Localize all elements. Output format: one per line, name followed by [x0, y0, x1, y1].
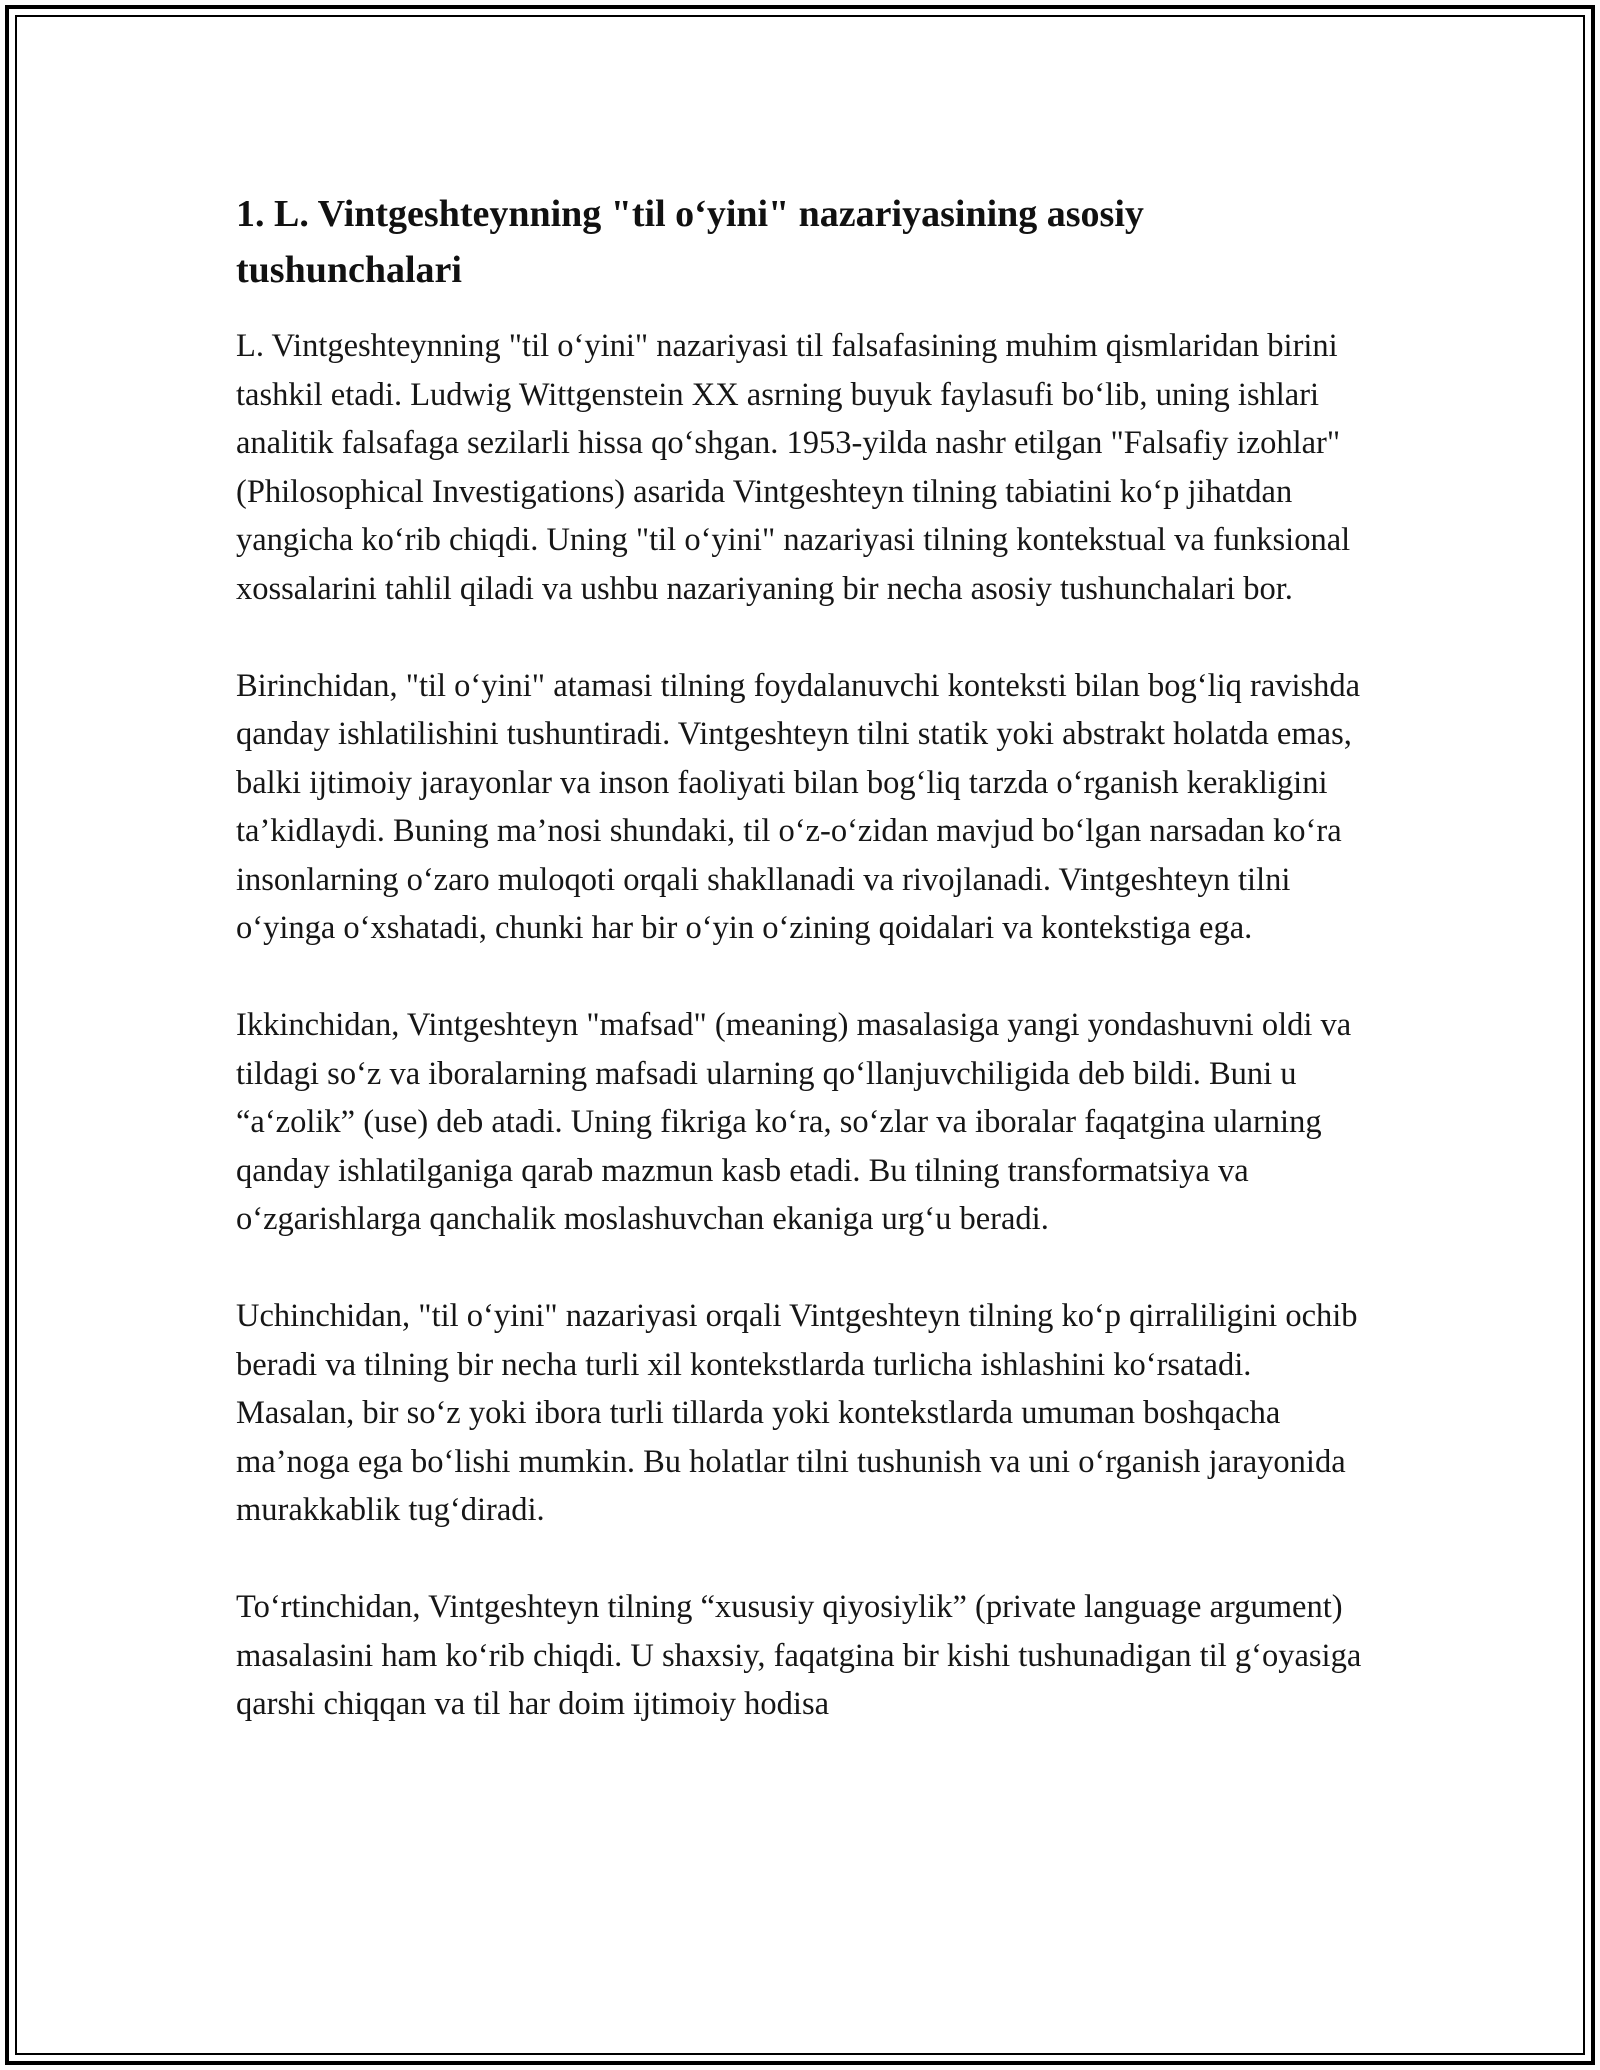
paragraph-fourth-point: To‘rtinchidan, Vintgeshteyn tilning “xususiy qiyosiylik” (private language argument) masalasini ham ko‘rib chiqdi. U shaxsiy, faqatgina bir kishi tushunadigan til g‘oyasiga qarshi chiqqan va til har doim ijtimoiy hodisa — [236, 1589, 1362, 1722]
paragraph-second-point: Ikkinchidan, Vintgeshteyn "mafsad" (meaning) masalasiga yangi yondashuvni oldi va tildagi so‘z va iboralarning mafsadi ularning qo‘llanjuvchiligida deb bildi. Buni u “a‘zolik” (use) deb atadi. Uning fikriga ko‘ra, so‘zlar va iboralar faqatgina ularning qanday ishlatilganiga qarab mazmun kasb etadi. Bu tilning transformatsiya va o‘zgarishlarga qanchalik moslashuvchan ekaniga urg‘u beradi. — [236, 1007, 1352, 1237]
paragraph-first-point: Birinchidan, "til o‘yini" atamasi tilning foydalanuvchi konteksti bilan bog‘liq ravishda qanday ishlatilishini tushuntiradi. Vintgeshteyn tilni statik yoki abstrakt holatda emas, balki ijtimoiy jarayonlar va inson faoliyati bilan bog‘liq tarzda o‘rganish kerakligini ta’kidlaydi. Buning ma’nosi shundaki, til o‘z-o‘zidan mavjud bo‘lgan narsadan ko‘ra insonlarning o‘zaro muloqoti orqali shakllanadi va rivojlanadi. Vintgeshteyn tilni o‘yinga o‘xshatadi, chunki har bir o‘yin o‘zining qoidalari va kontekstiga ega. — [236, 667, 1361, 946]
document-body — [236, 186, 1376, 1777]
paragraph-intro: L. Vintgeshteynning "til o‘yini" nazariyasi til falsafasining muhim qismlaridan birini tashkil etadi. Ludwig Wittgenstein XX asrning buyuk faylasufi bo‘lib, uning ishlari analitik falsafaga sezilarli hissa qo‘shgan. 1953-yilda nashr etilgan "Falsafiy izohlar" (Philosophical Investigations) asarida Vintgeshteyn tilning tabiatini ko‘p jihatdan yangicha ko‘rib chiqdi. Uning "til o‘yini" nazariyasi tilning kontekstual va funksional xossalarini tahlil qiladi va ushbu nazariyaning bir necha asosiy tushunchalari bor. — [236, 328, 1351, 607]
paragraph-third-point: Uchinchidan, "til o‘yini" nazariyasi orqali Vintgeshteyn tilning ko‘p qirraliligini ochib beradi va tilning bir necha turli xil kontekstlarda turlicha ishlashini ko‘rsatadi. Masalan, bir so‘z yoki ibora turli tillarda yoki kontekstlarda umuman boshqacha ma’noga ega bo‘lishi mumkin. Bu holatlar tilni tushunish va uni o‘rganish jarayonida murakkablik tug‘diradi. — [236, 1298, 1358, 1528]
section-title: 1. L. Vintgeshteynning "til o‘yini" nazariyasining asosiy tushunchalari — [236, 193, 1144, 291]
